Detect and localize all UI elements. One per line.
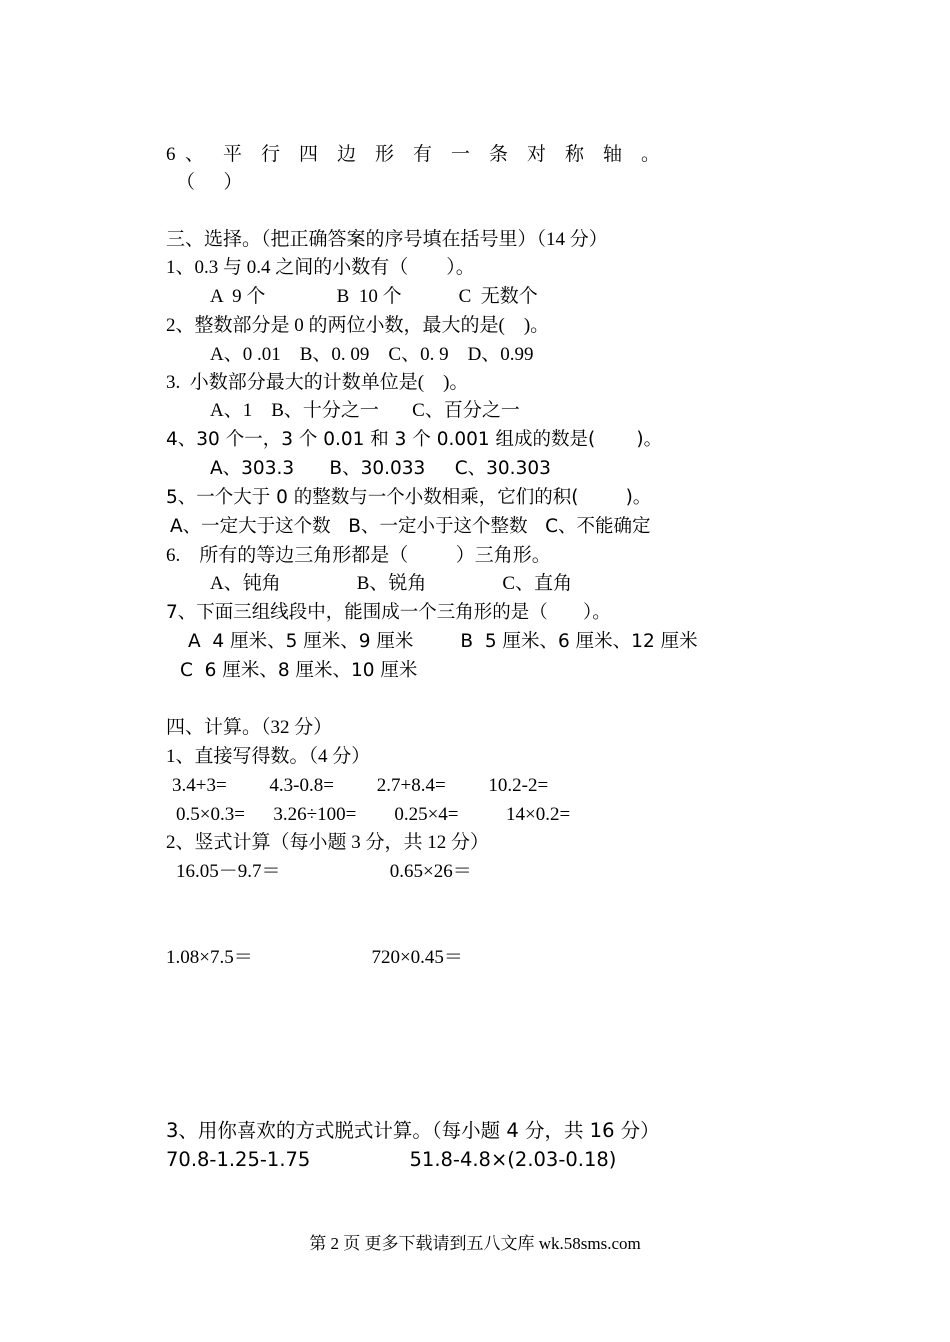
- page-footer: 第 2 页 更多下载请到五八文库 wk.58sms.com: [309, 1234, 641, 1253]
- calc-part-3-row-1: 70.8-1.25-1.75 51.8-4.8×(2.03-0.18): [166, 1148, 617, 1171]
- calc-part-2-row-2: 1.08×7.5＝ 720×0.45＝: [166, 947, 463, 968]
- calc-part-2-title: 2、竖式计算（每小题 3 分，共 12 分）: [166, 832, 490, 853]
- calc-part-1-title: 1、直接写得数。（4 分）: [166, 746, 371, 767]
- choice-q1: 1、0.3 与 0.4 之间的小数有（ ）。: [166, 257, 475, 278]
- calc-part-1-row-2: 0.5×0.3= 3.26÷100= 0.25×4= 14×0.2=: [176, 804, 571, 825]
- choice-q2-options: A、0 .01 B、0. 09 C、0. 9 D、0.99: [210, 344, 534, 365]
- choice-q3: 3. 小数部分最大的计数单位是( )。: [166, 372, 469, 393]
- choice-q6-options: A、钝角 B、锐角 C、直角: [210, 573, 573, 594]
- choice-q7-options-2: C 6 厘米、8 厘米、10 厘米: [180, 660, 418, 681]
- calc-part-1-row-1: 3.4+3= 4.3-0.8= 2.7+8.4= 10.2-2=: [172, 775, 549, 796]
- choice-q5-options: A、一定大于这个数 B、一定小于这个整数 C、不能确定: [170, 516, 651, 537]
- choice-q7-options-1: A 4 厘米、5 厘米、9 厘米 B 5 厘米、6 厘米、12 厘米: [188, 631, 698, 652]
- judge-item-6: 6 、 平 行 四 边 形 有 一 条 对 称 轴 。: [166, 144, 661, 165]
- choice-q4: 4、30 个一，3 个 0.01 和 3 个 0.001 组成的数是( )。: [166, 429, 663, 450]
- choice-q3-options: A、1 B、十分之一 C、百分之一: [210, 400, 520, 421]
- choice-q7: 7、下面三组线段中，能围成一个三角形的是（ ）。: [166, 602, 611, 623]
- choice-q4-options: A、303.3 B、30.033 C、30.303: [210, 458, 551, 479]
- choice-q6: 6. 所有的等边三角形都是（ ）三角形。: [166, 545, 551, 566]
- judge-item-6-bracket: （ ）: [176, 172, 243, 193]
- choice-q2: 2、整数部分是 0 的两位小数，最大的是( )。: [166, 315, 550, 336]
- choice-q5: 5、一个大于 0 的整数与一个小数相乘，它们的积( )。: [166, 487, 652, 508]
- calc-part-2-row-1: 16.05－9.7＝ 0.65×26＝: [176, 861, 472, 882]
- section-4-title: 四、计算。（32 分）: [166, 717, 333, 738]
- section-3-title: 三、选择。（把正确答案的序号填在括号里）（14 分）: [166, 229, 608, 250]
- choice-q1-options: A 9 个 B 10 个 C 无数个: [210, 286, 538, 307]
- calc-part-3-title: 3、用你喜欢的方式脱式计算。（每小题 4 分，共 16 分）: [166, 1119, 660, 1142]
